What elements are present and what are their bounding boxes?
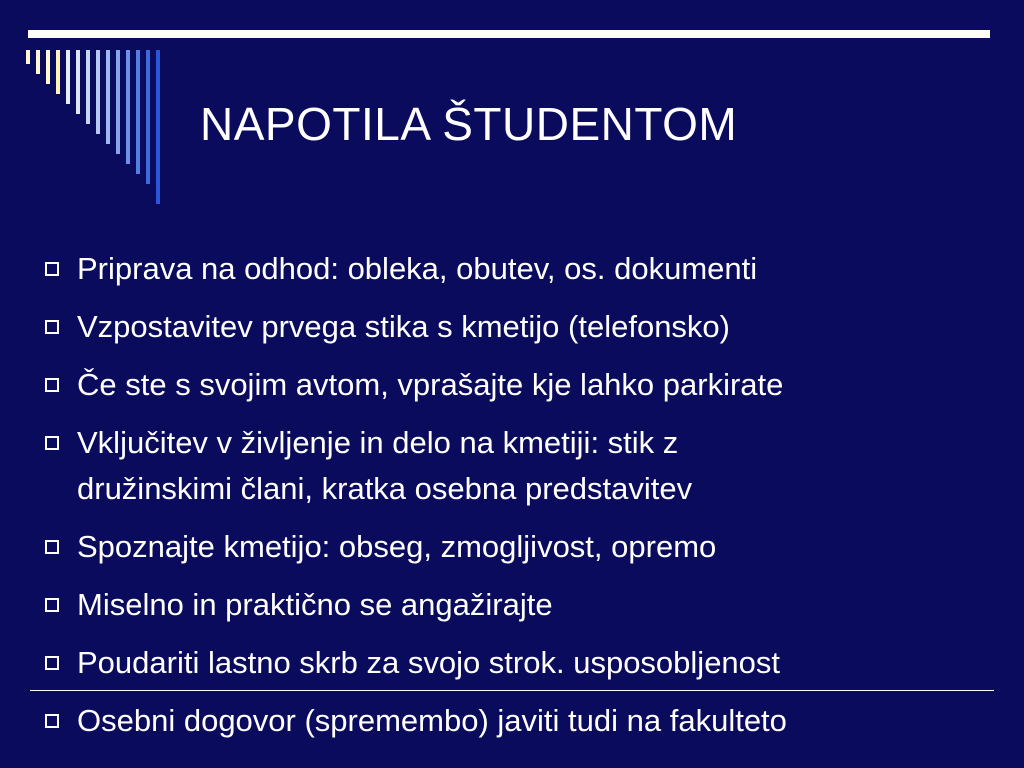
bullet-text: Vključitev v življenje in delo na kmetiji: stik z (77, 425, 679, 460)
bullet-item (42, 304, 1002, 350)
decorative-stripes (26, 50, 176, 210)
hollow-square-icon (45, 656, 59, 670)
bullet-text: Priprava na odhod: obleka, obutev, os. dokumenti (77, 251, 758, 286)
hollow-square-icon (45, 320, 59, 334)
bullet-item (42, 524, 1002, 570)
bullet-text: Miselno in praktično se angažirajte (77, 587, 553, 622)
bullet-item (42, 362, 1002, 408)
bullet-item (42, 640, 1002, 686)
bullet-text: Spoznajte kmetijo: obseg, zmogljivost, opremo (77, 529, 717, 564)
bullet-item (42, 420, 1002, 512)
bullet-text: Če ste s svojim avtom, vprašajte kje lahko parkirate (77, 367, 784, 402)
hollow-square-icon (45, 378, 59, 392)
slide-title: NAPOTILA ŠTUDENTOM (200, 98, 738, 150)
bullet-item (42, 582, 1002, 628)
bullet-text-continued: družinskimi člani, kratka osebna predstavitev (77, 471, 693, 506)
bullet-text: Vzpostavitev prvega stika s kmetijo (telefonsko) (77, 309, 730, 344)
hollow-square-icon (45, 598, 59, 612)
top-rule (28, 30, 990, 38)
bullet-list (42, 246, 1002, 756)
hollow-square-icon (45, 436, 59, 450)
bullet-item (42, 698, 1002, 744)
bullet-text: Poudariti lastno skrb za svojo strok. usposobljenost (77, 645, 781, 680)
bullet-item (42, 246, 1002, 292)
hollow-square-icon (45, 540, 59, 554)
hollow-square-icon (45, 262, 59, 276)
hollow-square-icon (45, 714, 59, 728)
bottom-rule (30, 690, 994, 691)
bullet-text: Osebni dogovor (spremembo) javiti tudi na fakulteto (77, 703, 787, 738)
